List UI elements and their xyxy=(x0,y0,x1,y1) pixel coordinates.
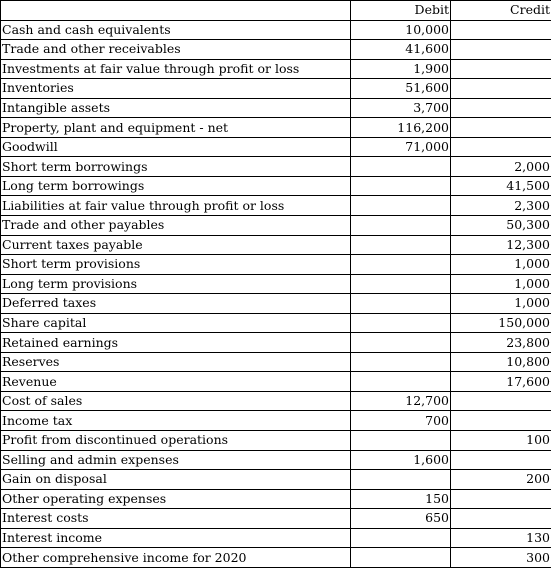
account-cell: Short term borrowings xyxy=(1,157,351,177)
table-row xyxy=(1,431,551,451)
account-cell: Income tax xyxy=(1,411,351,431)
debit-cell: 1,900 xyxy=(351,59,451,79)
table-row xyxy=(1,509,551,529)
debit-cell: 10,000 xyxy=(351,20,451,40)
account-cell: Liabilities at fair value through profit or loss xyxy=(1,196,351,216)
account-cell: Long term borrowings xyxy=(1,176,351,196)
table-row xyxy=(1,137,551,157)
credit-cell: 1,000 xyxy=(451,294,551,314)
credit-cell: 130 xyxy=(451,528,551,548)
debit-cell xyxy=(351,216,451,236)
account-cell: Interest income xyxy=(1,528,351,548)
account-cell: Selling and admin expenses xyxy=(1,450,351,470)
debit-cell xyxy=(351,333,451,353)
table-row xyxy=(1,20,551,40)
table-row xyxy=(1,59,551,79)
credit-cell: 300 xyxy=(451,548,551,568)
table-row xyxy=(1,98,551,118)
account-cell: Cash and cash equivalents xyxy=(1,20,351,40)
account-cell: Gain on disposal xyxy=(1,470,351,490)
account-cell: Deferred taxes xyxy=(1,294,351,314)
debit-cell xyxy=(351,294,451,314)
account-cell: Property, plant and equipment - net xyxy=(1,118,351,138)
table-row xyxy=(1,216,551,236)
credit-cell: 1,000 xyxy=(451,255,551,275)
table-row xyxy=(1,470,551,490)
debit-cell xyxy=(351,157,451,177)
debit-cell: 41,600 xyxy=(351,40,451,60)
account-cell: Reserves xyxy=(1,352,351,372)
credit-cell xyxy=(451,450,551,470)
debit-cell xyxy=(351,431,451,451)
table-row xyxy=(1,255,551,275)
header-row xyxy=(1,1,551,21)
debit-cell xyxy=(351,548,451,568)
table-row xyxy=(1,528,551,548)
debit-cell xyxy=(351,235,451,255)
debit-cell xyxy=(351,255,451,275)
account-cell: Goodwill xyxy=(1,137,351,157)
account-cell: Trade and other payables xyxy=(1,216,351,236)
credit-cell xyxy=(451,40,551,60)
table-row xyxy=(1,294,551,314)
table-row xyxy=(1,391,551,411)
account-cell: Intangible assets xyxy=(1,98,351,118)
debit-cell: 51,600 xyxy=(351,79,451,99)
credit-cell xyxy=(451,98,551,118)
table-row xyxy=(1,118,551,138)
debit-cell xyxy=(351,196,451,216)
table-row xyxy=(1,176,551,196)
table-row xyxy=(1,333,551,353)
account-cell: Profit from discontinued operations xyxy=(1,431,351,451)
credit-cell xyxy=(451,509,551,529)
account-cell: Long term provisions xyxy=(1,274,351,294)
credit-cell: 17,600 xyxy=(451,372,551,392)
table-row xyxy=(1,450,551,470)
account-cell: Cost of sales xyxy=(1,391,351,411)
credit-cell: 150,000 xyxy=(451,313,551,333)
account-cell: Retained earnings xyxy=(1,333,351,353)
account-cell: Other comprehensive income for 2020 xyxy=(1,548,351,568)
debit-cell xyxy=(351,470,451,490)
account-cell: Other operating expenses xyxy=(1,489,351,509)
account-cell: Current taxes payable xyxy=(1,235,351,255)
table-row xyxy=(1,372,551,392)
table-row xyxy=(1,79,551,99)
debit-cell xyxy=(351,352,451,372)
account-cell: Share capital xyxy=(1,313,351,333)
debit-cell xyxy=(351,274,451,294)
table-row xyxy=(1,235,551,255)
account-cell: Revenue xyxy=(1,372,351,392)
credit-cell: 23,800 xyxy=(451,333,551,353)
account-cell: Interest costs xyxy=(1,509,351,529)
table-row xyxy=(1,489,551,509)
credit-cell xyxy=(451,411,551,431)
debit-cell xyxy=(351,528,451,548)
credit-cell xyxy=(451,79,551,99)
debit-cell: 1,600 xyxy=(351,450,451,470)
debit-cell: 150 xyxy=(351,489,451,509)
account-column-header xyxy=(1,1,351,21)
debit-cell xyxy=(351,176,451,196)
debit-column-header: Debit xyxy=(351,1,451,21)
debit-cell: 650 xyxy=(351,509,451,529)
account-cell: Trade and other receivables xyxy=(1,40,351,60)
credit-cell xyxy=(451,20,551,40)
debit-cell xyxy=(351,313,451,333)
debit-cell xyxy=(351,372,451,392)
credit-column-header: Credit xyxy=(451,1,551,21)
credit-cell xyxy=(451,59,551,79)
credit-cell: 2,300 xyxy=(451,196,551,216)
credit-cell: 1,000 xyxy=(451,274,551,294)
credit-cell: 12,300 xyxy=(451,235,551,255)
table-row xyxy=(1,411,551,431)
credit-cell xyxy=(451,118,551,138)
debit-cell: 71,000 xyxy=(351,137,451,157)
table-row xyxy=(1,352,551,372)
debit-cell: 700 xyxy=(351,411,451,431)
account-cell: Investments at fair value through profit or loss xyxy=(1,59,351,79)
account-cell: Short term provisions xyxy=(1,255,351,275)
credit-cell: 2,000 xyxy=(451,157,551,177)
table-row xyxy=(1,313,551,333)
table-row xyxy=(1,196,551,216)
credit-cell xyxy=(451,489,551,509)
credit-cell: 100 xyxy=(451,431,551,451)
debit-cell: 116,200 xyxy=(351,118,451,138)
credit-cell xyxy=(451,391,551,411)
table-row xyxy=(1,274,551,294)
table-row xyxy=(1,157,551,177)
credit-cell: 10,800 xyxy=(451,352,551,372)
debit-cell: 3,700 xyxy=(351,98,451,118)
table-body xyxy=(1,20,551,567)
credit-cell xyxy=(451,137,551,157)
credit-cell: 50,300 xyxy=(451,216,551,236)
account-cell: Inventories xyxy=(1,79,351,99)
table-row xyxy=(1,548,551,568)
debit-cell: 12,700 xyxy=(351,391,451,411)
table-row xyxy=(1,40,551,60)
credit-cell: 200 xyxy=(451,470,551,490)
credit-cell: 41,500 xyxy=(451,176,551,196)
